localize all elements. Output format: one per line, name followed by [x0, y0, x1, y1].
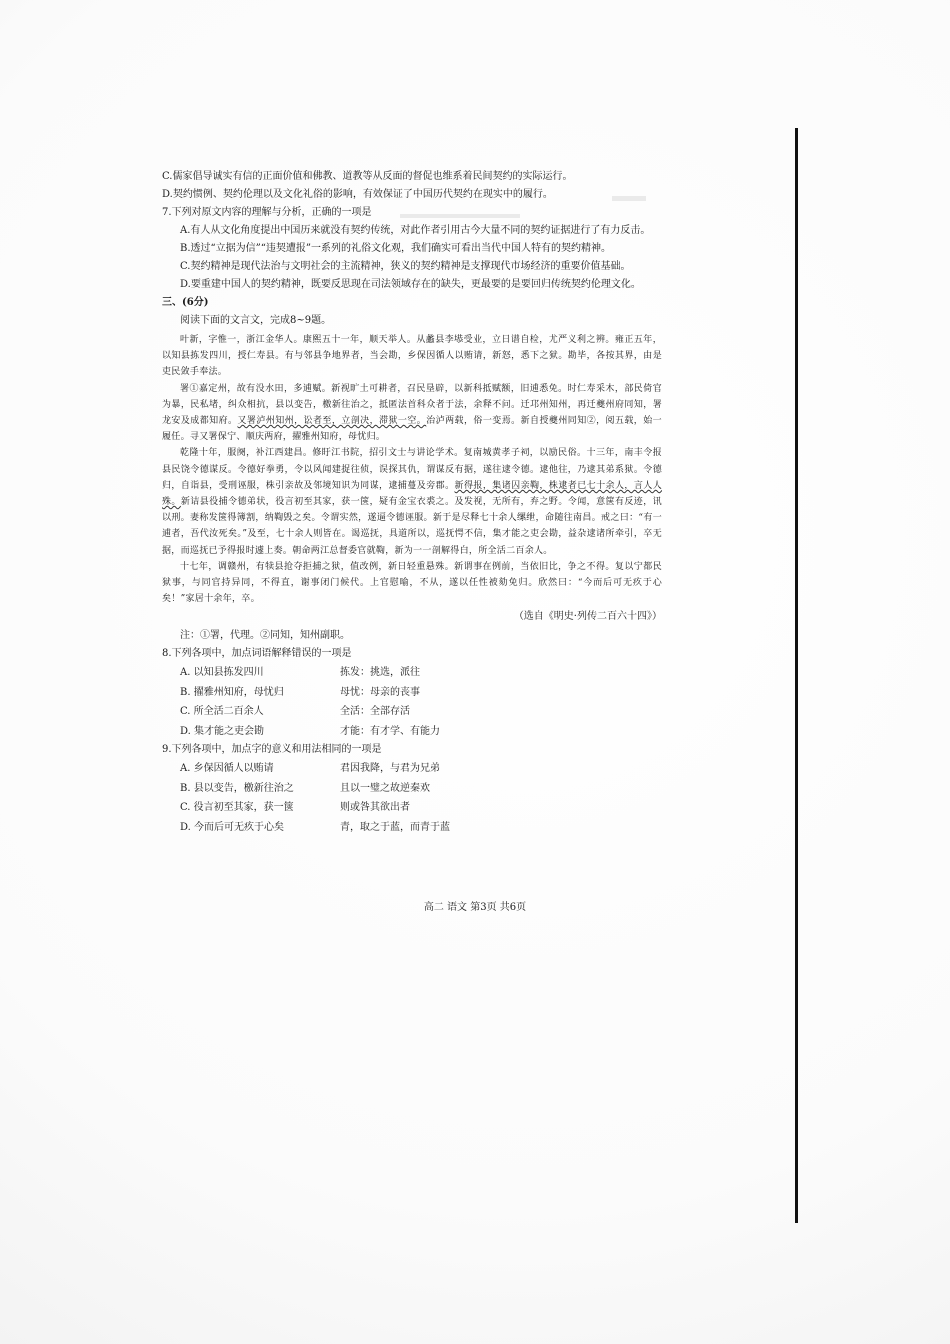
q9-option-compare: 青，取之于蓝，而青于蓝 — [340, 821, 450, 833]
q9-option-compare: 君因我降，与君为兄弟 — [340, 763, 440, 775]
q9-option-row — [162, 759, 662, 779]
q8-option-text: B. 擢雅州知府，母忧归 — [180, 686, 284, 698]
q7-option-c: C.契约精神是现代法治与文明社会的主流精神，狭义的契约精神是支撑现代市场经济的重要价值基础。 — [180, 261, 631, 272]
q8-option-row — [162, 722, 662, 742]
q8-option-row — [162, 663, 662, 683]
passage-note: 注：①署，代理。②同知，知州副职。 — [180, 630, 350, 642]
passage-paragraph — [162, 381, 662, 446]
q8-option-gloss: 拣发：挑选，派往 — [340, 667, 420, 679]
exam-content — [162, 168, 662, 837]
q8-option-text: D. 集才能之吏会勘 — [180, 725, 265, 737]
q7-stem: 7.下列对原文内容的理解与分析，正确的一项是 — [162, 207, 372, 218]
q9-option-row — [162, 818, 662, 838]
underlined-sentence: 新得报，集诸囚亲鞫，株逮者已七十余人，言人人殊。 — [162, 480, 662, 508]
q7-option-d: D.要重建中国人的契约精神，既要反思现在司法领域存在的缺失，更最要的是要回归传统契约伦理文化。 — [180, 279, 641, 290]
page-footer: 高二 语文 第3页 共6页 — [423, 902, 527, 913]
q8-option-gloss: 全活：全部存活 — [340, 706, 410, 718]
passage-paragraph — [162, 332, 662, 381]
q6-option-c: C.儒家倡导诚实有信的正面价值和佛教、道教等从反面的督促也维系着民间契约的实际运行。 — [162, 171, 573, 182]
q8-option-row — [162, 683, 662, 703]
q9-option-text: B. 县以变告，檄新往治之 — [180, 782, 294, 794]
passage-text: 新诘县役捕令德弟状，役言初至其家，获一箧，疑有金宝衣裘之。及发视，无所有，弃之野。令闻，意箧有反迹，讯以刑。妻称发箧得簿割，纳鞫毁之矣。令谓实然，遂逼令德诬服。新于是尽释七十余人缧绁，命随往南昌。戒之曰：“有一逋者，吾代汝死矣。”及至，七十余人则皆在。谒巡抚，具道所以，巡抚愕不信，集才能之吏会勘，益杂逮诸所牵引，卒无据，而巡抚已予得报时遽上奏。朝命两江总督委官就鞫，新为一一剖解得白，所全活二百余人。 — [162, 497, 662, 556]
q9-option-text: C. 役言初至其家，获一箧 — [180, 802, 294, 814]
passage-paragraph — [162, 559, 662, 608]
passage-text: 署①嘉定州，故有没水田，多逋赋。新视旷土可耕者，召民垦辟，以新科抵赋额，旧逋悉免。时仁寿采木，部民倚官为暴，民私堵，纠众相抗，县以变告，檄新往治之，抵匿法首科众者于法，余释不问。迁邛州知州，再迁夔州府同知，署龙安及成都知府。 — [162, 383, 662, 427]
q9-option-row — [162, 798, 662, 818]
passage-text: 治泸两载，俗一变焉。新自授夔州同知②，阅五载，始一履任。寻又署保宁、顺庆两府，擢雅州知府，母忧归。 — [162, 416, 662, 443]
q8-option-gloss: 母忧：母亲的丧事 — [340, 686, 420, 698]
q9-option-text: D. 今而后可无疚于心矣 — [180, 821, 285, 833]
section-intro: 阅读下面的文言文，完成8~9题。 — [180, 315, 332, 326]
q7-option-b: B.透过“立据为信”“违契遭报”一系列的礼俗文化观，我们确实可看出当代中国人特有的契约精神。 — [180, 243, 611, 254]
passage-text: 乾隆十年，服阕，补江西建昌。修盱江书院，招引文士与讲论学术。复南城黄孝子祠，以励民俗。十三年，南丰令报县民饶令德谋反。令德好拳勇，令以风闻建捉往侦，误探其仇，谓谋反有据，遂往逮令德。逮他往，乃逮其弟系狱。令德归，自诣县，受刑诬服，株引亲故及邻境知识为同谋，逮捕蔓及旁郡。 — [162, 448, 662, 491]
section-heading: 三、(6分) — [162, 297, 209, 308]
passage-paragraph — [162, 445, 662, 558]
q9-option-text: A. 乡保因循人以贿请 — [180, 763, 274, 775]
q8-option-text: C. 所全活二百余人 — [180, 706, 264, 718]
q9-option-compare: 则或咎其欲出者 — [340, 802, 410, 814]
q6-option-d: D.契约惯例、契约伦理以及文化礼俗的影响，有效保证了中国历代契约在现实中的履行。 — [162, 189, 553, 200]
passage-text: 叶新，字惟一，浙江金华人。康熙五十一年，顺天举人。从蠡县李塨受业，立日谱自检，尤严义利之辨。雍正五年，以知县拣发四川，授仁寿县。有与邻县争地界者，当会勘，乡保因循人以贿请，新怒，悉下之狱。勘毕，各按其界，由是吏民敛手奉法。 — [162, 335, 662, 378]
passage-text: 十七年，调赣州，有犊县抢夺拒捕之狱，值改例，新日轻重悬殊。新谓事在例前，当依旧比，争之不得。复以宁都民狱事，与同官持异同，不得直，谢事闭门候代。上官慰喻，不从，遂以任性被劾免归。欣然曰：“今而后可无疚于心矣！”家居十余年，卒。 — [162, 561, 662, 605]
q8-option-text: A. 以知县拣发四川 — [180, 667, 264, 679]
q9-stem: 9.下列各项中，加点字的意义和用法相同的一项是 — [162, 744, 382, 756]
q8-option-row — [162, 702, 662, 722]
passage-source: （选自《明史·列传二百六十四》） — [513, 611, 662, 623]
q9-option-compare: 且以一璧之故逆秦欢 — [340, 782, 430, 794]
q8-stem: 8.下列各项中，加点词语解释错误的一项是 — [162, 648, 352, 660]
q7-option-a: A.有人从文化角度提出中国历来就没有契约传统，对此作者引用古今大量不同的契约证据进行了有力反击。 — [180, 225, 651, 236]
underlined-sentence: 又署泸州知州，讼者至，立剖决，滞狱一空。 — [237, 416, 427, 427]
q8-option-gloss: 才能：有才学、有能力 — [340, 725, 440, 737]
q9-option-row — [162, 779, 662, 799]
margin-rule — [795, 128, 798, 1223]
